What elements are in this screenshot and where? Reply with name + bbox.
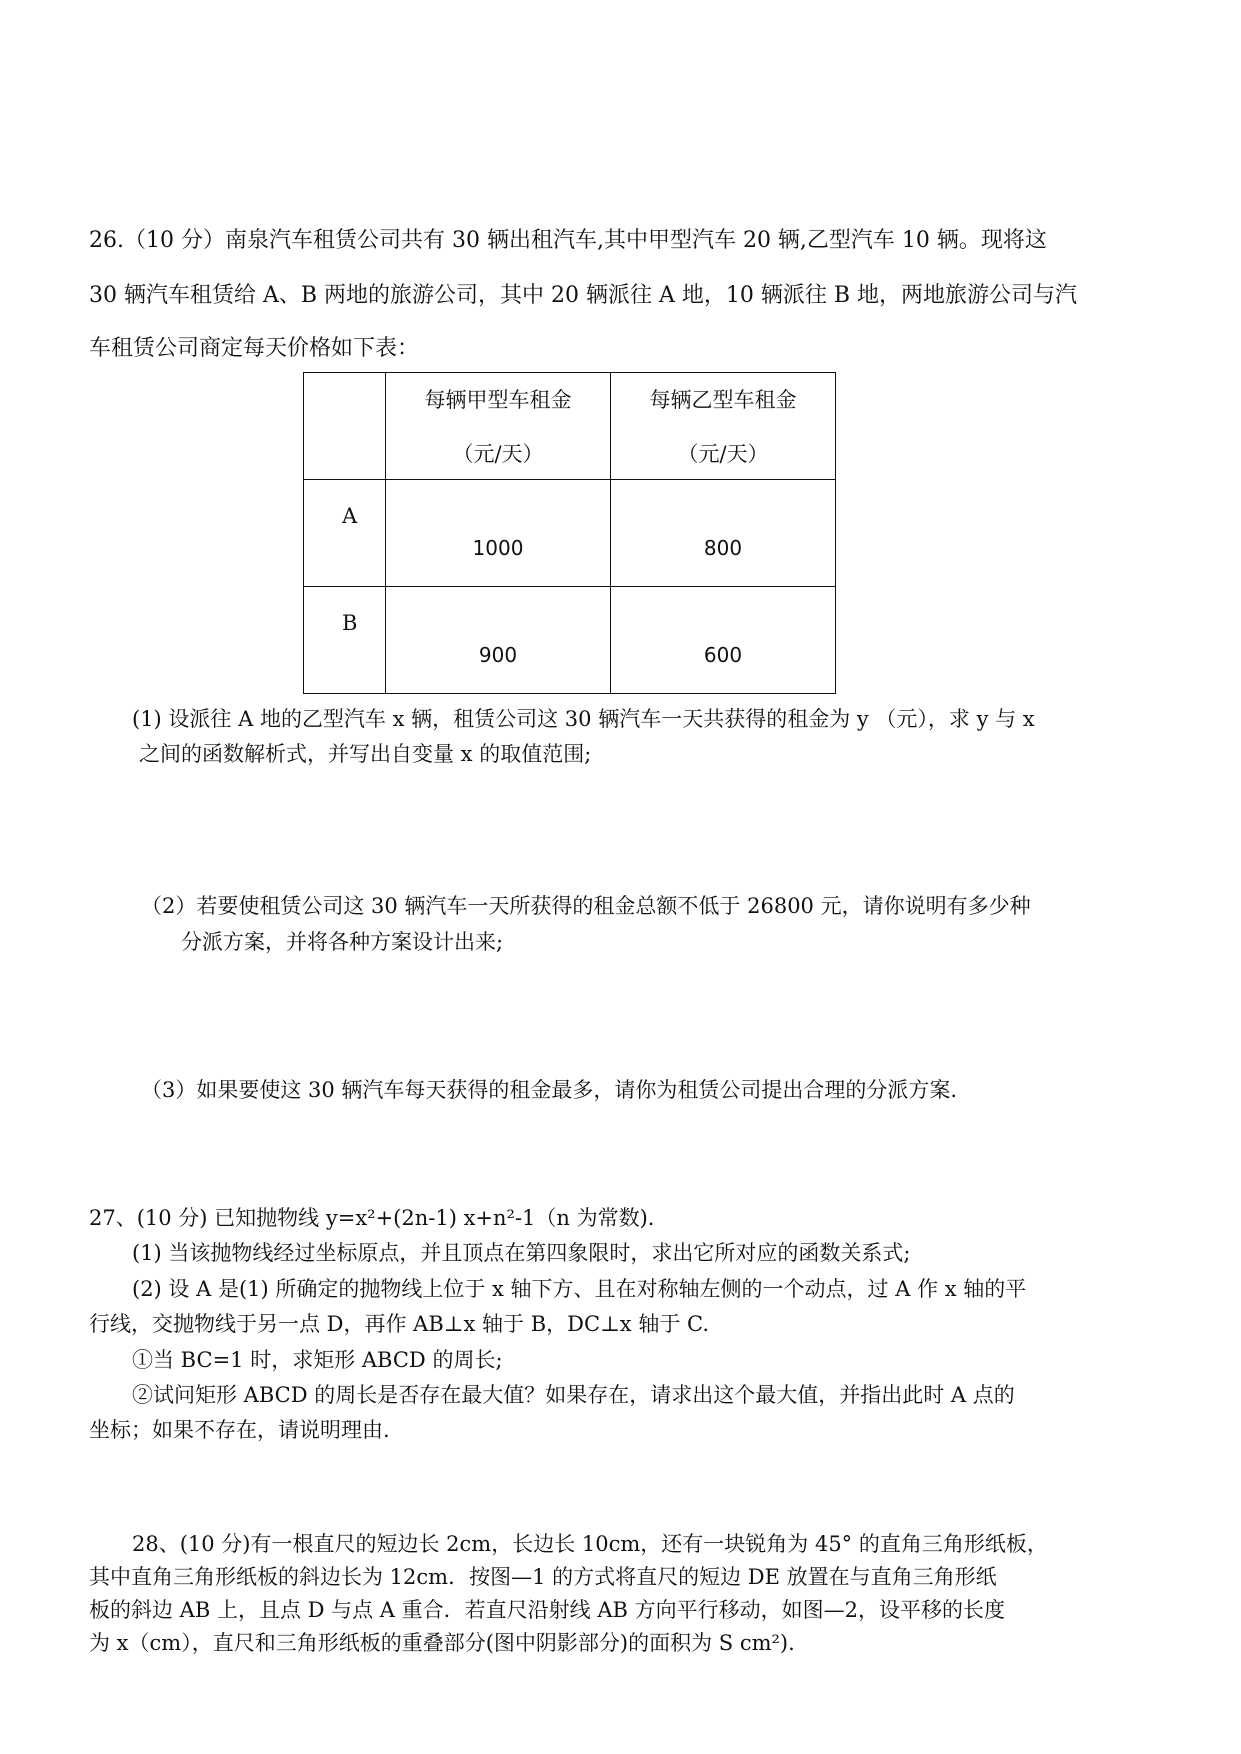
table-cell (611, 480, 836, 587)
q27-line-5: ①当 BC=1 时，求矩形 ABCD 的周长; (132, 1348, 503, 1372)
table-cell (386, 480, 611, 587)
cell-value: 1000 (472, 536, 524, 560)
q26-line-2: 30 辆汽车租赁给 A、B 两地的旅游公司，其中 20 辆派往 A 地，10 辆派往 B 地，两地旅游公司与汽 (89, 283, 1078, 308)
q28-line-4: 为 x（cm），直尺和三角形纸板的重叠部分(图中阴影部分)的面积为 S cm²). (89, 1631, 795, 1655)
table-corner-cell (304, 373, 386, 480)
q26-line-1: 26.（10 分）南泉汽车租赁公司共有 30 辆出租汽车,其中甲型汽车 20 辆,乙型汽车 10 辆。现将这 (89, 228, 1047, 253)
cell-value: 600 (703, 643, 743, 667)
q28-line-1: 28、(10 分)有一根直尺的短边长 2cm，长边长 10cm，还有一块锐角为 45° 的直角三角形纸板， (132, 1532, 1048, 1556)
table-cell (386, 587, 611, 694)
header-type-b-unit: （元/天） (677, 442, 769, 466)
q26-part2-line-1: （2）若要使租赁公司这 30 辆汽车一天所获得的租金总额不低于 26800 元，请你说明有多少种 (141, 894, 1031, 918)
table-header-row (304, 373, 836, 480)
q28-line-3: 板的斜边 AB 上，且点 D 与点 A 重合．若直尺沿射线 AB 方向平行移动，如图—2，设平移的长度 (89, 1598, 1005, 1622)
q26-part2-line-2: 分派方案，并将各种方案设计出来; (181, 930, 504, 954)
row-label: B (342, 611, 358, 635)
q26-part1-line-2: 之间的函数解析式，并写出自变量 x 的取值范围; (139, 742, 592, 766)
q27-line-2: (1) 当该抛物线经过坐标原点，并且顶点在第四象限时，求出它所对应的函数关系式; (132, 1241, 911, 1265)
row-label-cell (304, 587, 386, 694)
table-row (304, 587, 836, 694)
q26-part3-line-1: （3）如果要使这 30 辆汽车每天获得的租金最多，请你为租赁公司提出合理的分派方案. (141, 1078, 958, 1102)
table-cell (611, 587, 836, 694)
q27-line-3: (2) 设 A 是(1) 所确定的抛物线上位于 x 轴下方、且在对称轴左侧的一个动点，过 A 作 x 轴的平 (132, 1277, 1027, 1301)
table-header-type-a (386, 373, 611, 480)
rent-price-table (303, 372, 836, 694)
header-type-a-unit: （元/天） (452, 442, 544, 466)
header-type-b-label: 每辆乙型车租金 (649, 388, 797, 412)
q27-line-7: 坐标；如果不存在，请说明理由. (89, 1418, 390, 1442)
header-type-a-label: 每辆甲型车租金 (424, 388, 572, 412)
row-label: A (342, 504, 358, 528)
cell-value: 900 (478, 643, 518, 667)
table-header-type-b (611, 373, 836, 480)
row-label-cell (304, 480, 386, 587)
q26-line-3: 车租赁公司商定每天价格如下表： (89, 336, 420, 361)
cell-value: 800 (703, 536, 743, 560)
table-row (304, 480, 836, 587)
q27-line-4: 行线，交抛物线于另一点 D，再作 AB⊥x 轴于 B，DC⊥x 轴于 C. (89, 1312, 710, 1336)
q27-line-6: ②试问矩形 ABCD 的周长是否存在最大值？如果存在，请求出这个最大值，并指出此时 A 点的 (132, 1383, 1015, 1407)
q28-line-2: 其中直角三角形纸板的斜边长为 12cm．按图—1 的方式将直尺的短边 DE 放置在与直角三角形纸 (89, 1565, 997, 1589)
q27-line-1: 27、(10 分) 已知抛物线 y=x²+(2n-1) x+n²-1（n 为常数). (89, 1206, 655, 1230)
q26-part1-line-1: (1) 设派往 A 地的乙型汽车 x 辆，租赁公司这 30 辆汽车一天共获得的租金为 y （元），求 y 与 x (132, 707, 1035, 731)
